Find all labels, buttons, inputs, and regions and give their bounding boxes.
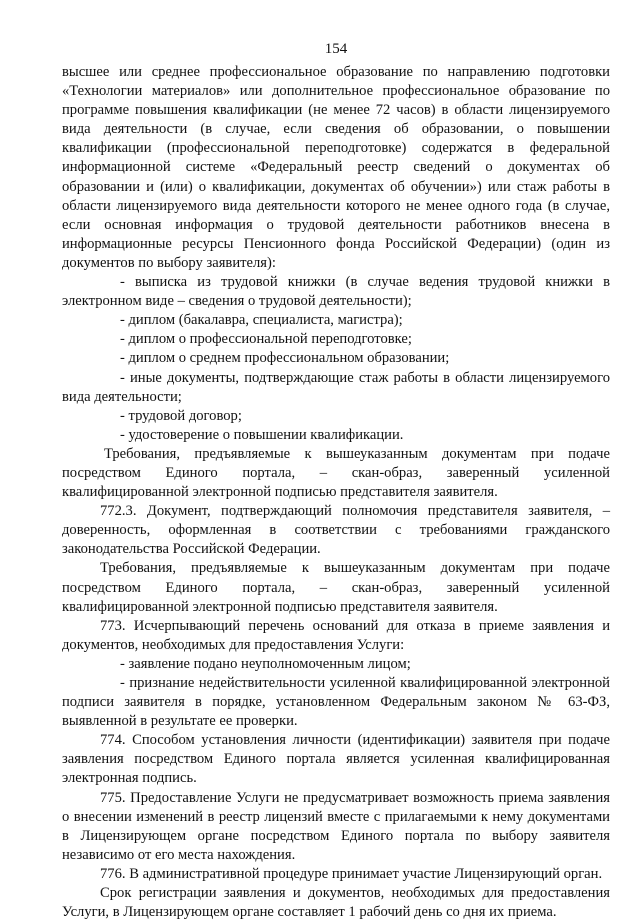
list-item-diploma-retraining: - диплом о профессиональной переподготовке; [120, 331, 412, 348]
list-item-invalid-signature: - признание недействительности усиленной квалифицированной электронной подписи заявителя в порядке, установленном Федеральным законом № 63-ФЗ, выявленной в результате ее проверки. [62, 675, 610, 730]
paragraph-document-requirements: Требования, предъявляемые к вышеуказанным документам при подаче посредством Единого портала, – скан-образ, заверенный усиленной квалифицированной электронной подписью представителя заявителя. [62, 445, 610, 501]
list-item-diploma-secondary: - диплом о среднем профессиональном образовании; [120, 350, 450, 367]
paragraph-773: 773. Исчерпывающий перечень оснований для отказа в приеме заявления и документов, необходимых для предоставления Услуги: [62, 617, 610, 653]
list-item-qualification-certificate: - удостоверение о повышении квалификации. [120, 426, 404, 443]
paragraph-education-requirements: высшее или среднее профессиональное образование по направлению подготовки «Технологии материалов» или дополнительное профессиональное образование по программе повышения квалификации (не менее 72 часов) в области лицензируемого вида деятельности (в случае, если сведения об образовании, о повышении квалификации (профессиональной переподготовке) содержатся в федеральной информационной системе «Федеральный реестр сведений о документах об образовании и (или) о квалификации, документах об обучении») или стаж работы в области лицензируемого вида деятельности которого не менее одного года (в случае, если основная информация о трудовой деятельности работников внесена в информационные ресурсы Пенсионного фонда Российской Федерации) (один из документов по выбору заявителя): [62, 64, 610, 271]
page-number: 154 [324, 41, 348, 57]
list-item-work-record-extract: - выписка из трудовой книжки (в случае ведения трудовой книжки в электронном виде – сведения о трудовой деятельности); [62, 274, 610, 310]
list-item-diploma-bachelor: - диплом (бакалавра, специалиста, магистра); [120, 312, 403, 329]
paragraph-775: 775. Предоставление Услуги не предусматривает возможность приема заявления о внесении изменений в реестр лицензий вместе с прилагаемыми к нему документами в Лицензирующем органе посредством Единого портала по выбору заявителя независимо от его места нахождения. [62, 789, 610, 863]
paragraph-document-requirements-2: Требования, предъявляемые к вышеуказанным документам при подаче посредством Единого портала, – скан-образ, заверенный усиленной квалифицированной электронной подписью представителя заявителя. [62, 560, 610, 615]
document-page [62, 40, 610, 922]
paragraph-772-3: 772.3. Документ, подтверждающий полномочия представителя заявителя, – доверенность, оформленная в соответствии с требованиями гражданского законодательства Российской Федерации. [62, 503, 610, 558]
list-item-employment-contract: - трудовой договор; [120, 407, 242, 424]
paragraph-registration-term: Срок регистрации заявления и документов, необходимых для предоставления Услуги, в Лицензирующем органе составляет 1 рабочий день со дня их приема. [62, 885, 610, 921]
paragraph-776: 776. В административной процедуре принимает участие Лицензирующий орган. [100, 865, 603, 882]
paragraph-774: 774. Способом установления личности (идентификации) заявителя при подаче заявления посредством Единого портала является усиленная квалифицированная электронная подпись. [62, 732, 610, 787]
list-item-unauthorized-person: - заявление подано неуполномоченным лицом; [120, 655, 411, 672]
list-item-other-documents: - иные документы, подтверждающие стаж работы в области лицензируемого вида деятельности; [62, 369, 610, 405]
